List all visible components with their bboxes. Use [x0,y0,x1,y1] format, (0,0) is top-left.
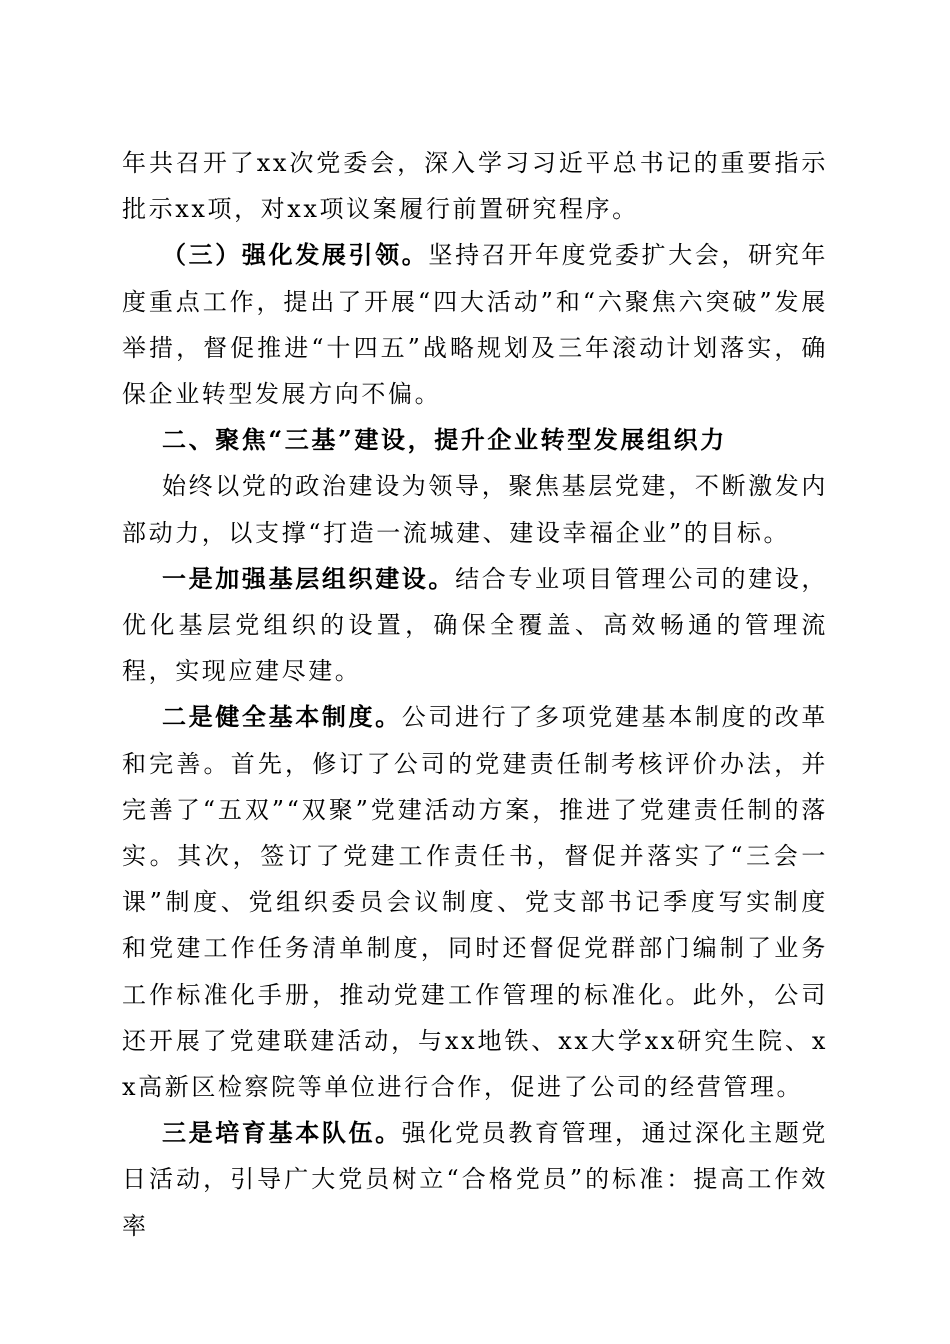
paragraph-text: 坚持召开年度党委扩大会，研究年度重点工作，提出了开展“四大活动”和“六聚焦六突破”发展举措，督促推进“十四五”战略规划及三年滚动计划落实，确保企业转型发展方向不偏。 [122,241,829,409]
document-body [122,140,828,1249]
paragraph-lead: 一是加强基层组织建设。 [162,563,456,593]
paragraph-strengthen-development [122,232,828,417]
paragraph-lead: （三）强化发展引领。 [162,240,429,270]
paragraph-text: 强化党员教育管理，通过深化主题党日活动，引导广大党员树立“合格党员”的标准：提高工作效率 [122,1119,828,1240]
paragraph-grassroots-organization [122,556,828,695]
paragraph-lead: 二是健全基本制度。 [162,702,402,732]
paragraph-continued: 年共召开了xx次党委会，深入学习习近平总书记的重要指示批示xx项，对xx项议案履行前置研究程序。 [122,149,828,224]
paragraph-text: 公司进行了多项党建基本制度的改革和完善。首先，修订了公司的党建责任制考核评价办法，并完善了“五双”“双聚”党建活动方案，推进了党建责任制的落实。其次，签订了党建工作责任书，督促并落实了“三会一课”制度、党组织委员会议制度、党支部书记季度写实制度和党建工作任务清单制度，同时还督促党群部门编制了业务工作标准化手册，推动党建工作管理的标准化。此外，公司还开展了党建联建活动，与xx地铁、xx大学xx研究生院、xx高新区检察院等单位进行合作，促进了公司的经营管理。 [122,703,828,1102]
paragraph-basic-team [122,1110,828,1249]
paragraph-basic-system [122,694,828,1110]
paragraph-text: 结合专业项目管理公司的建设，优化基层党组织的设置，确保全覆盖、高效畅通的管理流程，实现应建尽建。 [122,564,828,686]
section-heading-2: 二、聚焦“三基”建设，提升企业转型发展组织力 [162,425,727,455]
paragraph-lead: 三是培育基本队伍。 [162,1118,402,1148]
paragraph-intro: 始终以党的政治建设为领导，聚焦基层党建，不断激发内部动力，以支撑“打造一流城建、建设幸福企业”的目标。 [122,472,828,547]
